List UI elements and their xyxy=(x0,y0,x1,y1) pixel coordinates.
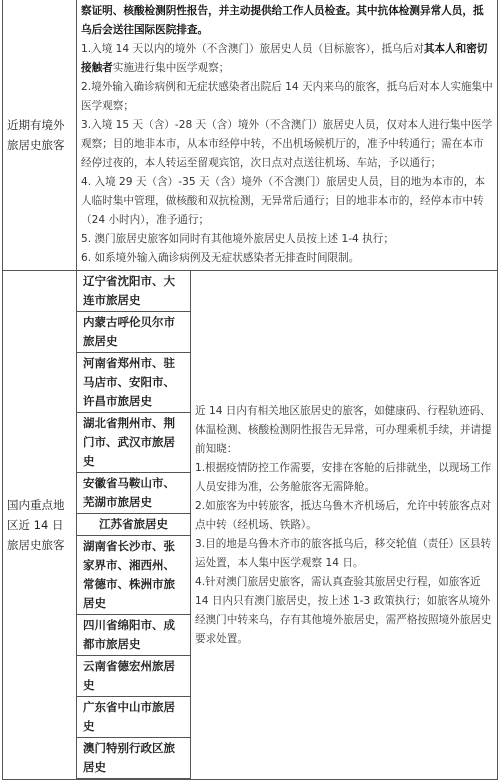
domestic-rule-2: 2.如旅客为中转旅客，抵达乌鲁木齐机场后，允许中转旅客点对点中转（经机场、铁路）。 xyxy=(195,499,492,531)
overseas-top-line: 察证明、核酸检测阴性报告，并主动提供给工作人员检查。其中抗体检测异常人员，抵乌后会送往国际医院排查。 xyxy=(81,4,484,36)
close-contact-emphasis: 其本人和密切接触者 xyxy=(81,42,488,74)
list-item: 安徽省马鞍山市、芜湖市旅居史 xyxy=(77,473,190,514)
region-list xyxy=(77,271,190,779)
list-item: 河南省郑州市、驻马店市、安阳市、许昌市旅居史 xyxy=(77,353,190,413)
category-overseas xyxy=(3,0,77,271)
overseas-item-4: 4. 入境 29 天（含）-35 天（含）境外（不含澳门）旅居史人员，目的地为本市的，本人临时集中管理，做核酸和双抗检测，无异常后通行；目的地非本市的，经停本市中转（24 小时内），准予通行； xyxy=(81,175,485,226)
overseas-item-1: 1.入境 14 天以内的境外（不含澳门）旅居史人员（目标旅客），抵乌后对其本人和密切接触者实施进行集中医学观察； xyxy=(81,42,488,74)
list-item: 澳门特别行政区旅居史 xyxy=(77,738,190,779)
domestic-rule-4: 4.针对澳门旅居史旅客，需认真查验其旅居史行程，如旅客近 14 日内只有澳门旅居史，按上述 1-3 政策执行；如旅客从境外经澳门中转来乌，存有其他境外旅居史，需严格按照境外旅居史要求处置。 xyxy=(195,575,492,645)
overseas-item-2: 2.境外输入确诊病例和无症状感染者出院后 14 天内来乌的旅客，抵乌后对本人实施集中医学观察； xyxy=(81,80,493,112)
domestic-rule-3: 3.目的地是乌鲁木齐市的旅客抵乌后，移交轮值（责任）区县转运处置，本人集中医学观察 14 日。 xyxy=(195,537,492,569)
list-item: 辽宁省沈阳市、大连市旅居史 xyxy=(77,271,190,312)
list-item: 内蒙古呼伦贝尔市旅居史 xyxy=(77,312,190,353)
list-item: 江苏省旅居史 xyxy=(77,514,190,536)
domestic-intro: 近 14 日内有相关地区旅居史的旅客，如健康码、行程轨迹码、体温检测、核酸检测阴性报告无异常，可办理乘机手续，并请提前知晓： xyxy=(195,404,492,455)
list-item: 广东省中山市旅居史 xyxy=(77,697,190,738)
domestic-rule-1: 1.根据疫情防控工作需要，安排在客舱的后排就坐，以现场工作人员安排为准，公务舱旅客无需降舱。 xyxy=(195,461,492,493)
overseas-rules xyxy=(77,0,498,271)
category-label: 近期有境外旅居史旅客 xyxy=(7,117,65,152)
policy-table xyxy=(2,0,498,780)
list-item: 湖北省荆州市、荆门市、武汉市旅居史 xyxy=(77,413,190,473)
list-item: 云南省德宏州旅居史 xyxy=(77,656,190,697)
category-domestic xyxy=(3,271,77,780)
domestic-rules xyxy=(191,271,498,780)
category-label: 国内重点地区近 14 日旅居史旅客 xyxy=(7,498,65,552)
list-item: 四川省绵阳市、成都市旅居史 xyxy=(77,615,190,656)
overseas-item-3: 3.入境 15 天（含）-28 天（含）境外（不含澳门）旅居史人员，仅对本人进行集中医学观察；目的地非本市，从本市经停中转，不出机场候机厅的，准予中转通行；需在本市经停过夜的，本人转运至留观宾馆，次日点对点送往机场、车站，予以通行； xyxy=(81,118,493,169)
overseas-item-5: 5. 澳门旅居史旅客如同时有其他境外旅居史人员按上述 1-4 执行； xyxy=(81,232,394,245)
table-row-domestic xyxy=(3,271,498,780)
overseas-item-6: 6. 如系境外输入确诊病例及无症状感染者无排查时间限制。 xyxy=(81,251,360,264)
region-list-cell xyxy=(77,271,191,780)
list-item: 湖南省长沙市、张家界市、湘西州、常德市、株洲市旅居史 xyxy=(77,536,190,615)
table-row-overseas xyxy=(3,0,498,271)
